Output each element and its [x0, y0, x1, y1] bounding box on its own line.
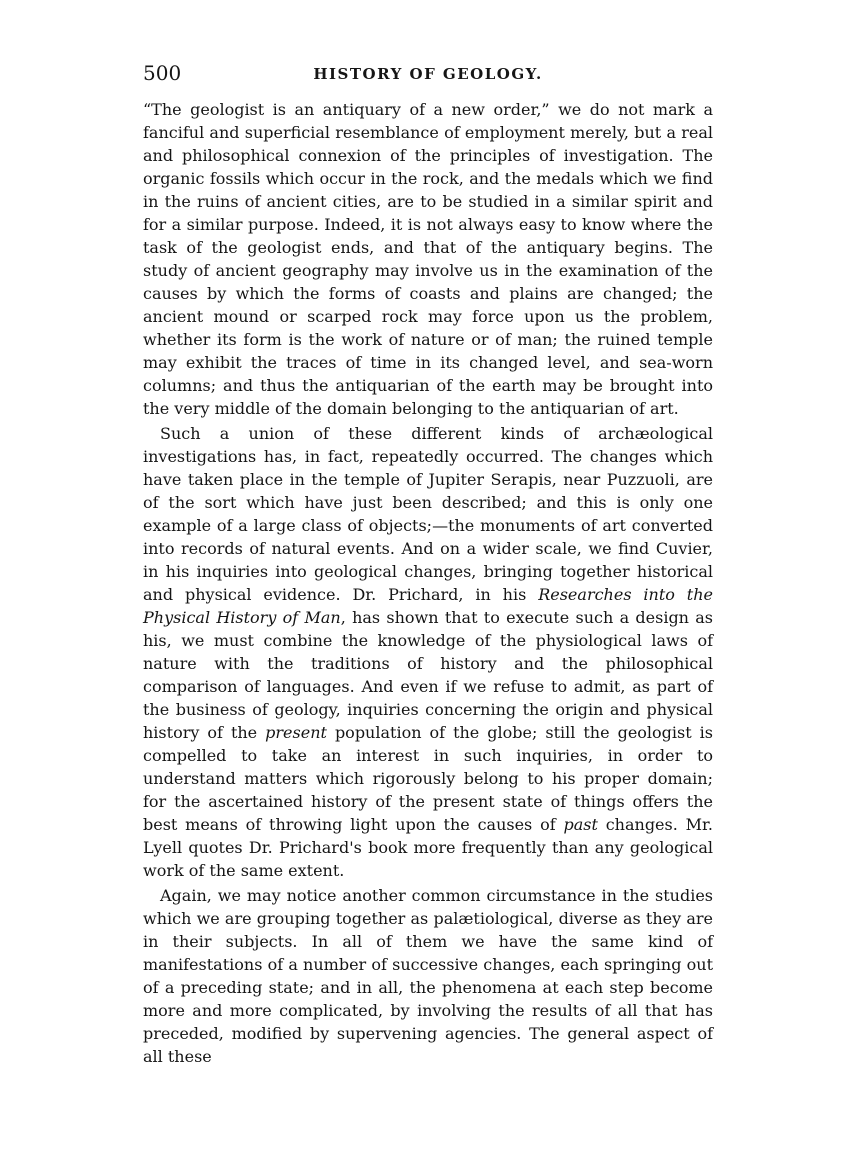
text-run: “The geologist is an antiquary of a new order,” we do not mark a fanciful and superficial resemblance of employment merely, but a real and philosophical connexion of the principles of investigation. The organic fossils which occur in the rock, and the medals which we find in the ruins of ancient cities, are to be studied in a similar spirit and for a similar purpose. Indeed, it is not always easy to know where the task of the geologist ends, and that of the antiquary begins. The study of ancient geography may involve us in the examination of the causes by which the forms of coasts and plains are changed; the ancient mound or scarped rock may force upon us the problem, whether its form is the work of nature or of man; the ruined temple may exhibit the traces of time in its changed level, and sea-worn columns; and thus the antiquarian of the earth may be brought into the very middle of the domain belonging to the antiquarian of art. — [143, 100, 713, 418]
text-run: Again, we may notice another common circumstance in the studies which we are grouping together as palætiological, diverse as they are in their subjects. In all of them we have the same kind of manifestations of a number of successive changes, each springing out of a preceding state; and in all, the phenomena at each step become more and more complicated, by involving the results of all that has preceded, modified by supervening agencies. The general aspect of all these — [143, 886, 713, 1066]
paragraph — [143, 422, 713, 882]
page-number: 500 — [143, 61, 182, 85]
text-run: changes. Mr. Lyell quotes Dr. Prichard's book more frequently than any geological work of the same extent. — [143, 815, 713, 880]
body-text — [143, 98, 713, 1068]
text-run: , has shown that to execute such a design as his, we must combine the knowledge of the physiological laws of nature with the traditions of history and the philosophical comparison of languages. And even if we refuse to admit, as part of the business of geology, inquiries concerning the origin and physical history of the — [143, 608, 714, 742]
italic-text-run: present — [265, 723, 327, 742]
paragraph — [143, 884, 713, 1068]
italic-text-run: Researches into the Physical History of Man — [143, 585, 714, 627]
paragraph — [143, 98, 713, 420]
running-head — [143, 60, 713, 90]
text-run: Such a union of these different kinds of archæological investigations has, in fact, repeatedly occurred. The changes which have taken place in the temple of Jupiter Serapis, near Puzzuoli, are of the sort which have just been described; and this is only one example of a large class of objects;—the monuments of art converted into records of natural events. And on a wider scale, we find Cuvier, in his inquiries into geological changes, bringing together historical and physical evidence. Dr. Prichard, in his — [143, 424, 713, 604]
running-title: HISTORY OF GEOLOGY. — [313, 65, 543, 83]
text-run: population of the globe; still the geologist is compelled to take an interest in such inquiries, in order to understand matters which rigorously belong to his proper domain; for the ascertained history of the present state of things offers the best means of throwing light upon the causes of — [143, 723, 713, 834]
italic-text-run: past — [563, 815, 598, 834]
